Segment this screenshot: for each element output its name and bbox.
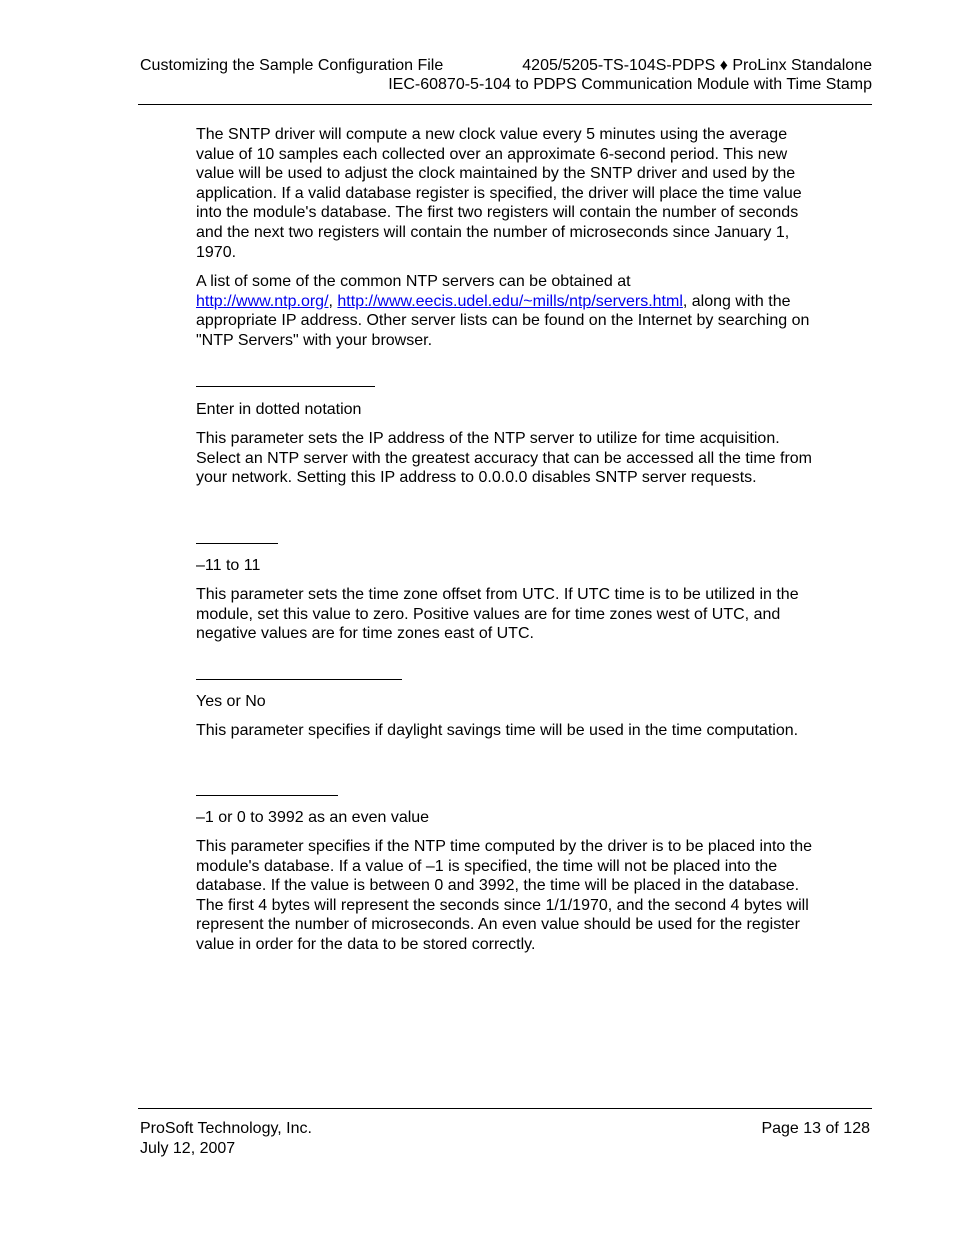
udel-servers-link[interactable]: http://www.eecis.udel.edu/~mills/ntp/servers.html <box>337 292 683 310</box>
param-heading-rule <box>196 386 375 387</box>
param-description: This parameter specifies if daylight savings time will be used in the time computation. <box>196 722 799 739</box>
footer-date: July 12, 2007 <box>140 1139 236 1157</box>
param-description: This parameter sets the time zone offset from UTC. If UTC time is to be utilized in the module, set this value to zero. Positive values are for time zones west of UTC, and negative values are for time zones east of UTC. <box>196 586 799 643</box>
param-range: –1 or 0 to 3992 as an even value <box>196 809 430 826</box>
page-header <box>138 56 872 94</box>
param-heading-rule <box>196 679 402 680</box>
header-line-2 <box>138 75 872 94</box>
header-product-line-2: IEC-60870-5-104 to PDPS Communication Module with Time Stamp <box>388 76 872 93</box>
header-divider <box>138 104 872 105</box>
param-description: This parameter specifies if the NTP time computed by the driver is to be placed into the module's database. If a value of –1 is specified, the time will not be placed into the database. If the value is between 0 and 3992, the time will be placed in the database. The first 4 bytes will represent the seconds since 1/1/1970, and the second 4 bytes will represent the number of microseconds. An even value should be used for the register value in order for the data to be stored correctly. <box>196 838 812 953</box>
page-number: Page 13 of 128 <box>761 1120 870 1137</box>
page-footer <box>140 1119 870 1158</box>
header-product-line-1: 4205/5205-TS-104S-PDPS ♦ ProLinx Standalone <box>522 57 872 74</box>
param-heading-rule <box>196 795 338 796</box>
ntp-servers-text-continued: , along with the appropriate IP address. Other server lists can be found on the Internet by searching on "NTP Servers" with your browser. <box>196 292 810 349</box>
ntp-org-link[interactable]: http://www.ntp.org/ <box>196 292 329 310</box>
footer-divider <box>138 1108 872 1109</box>
param-description: This parameter sets the IP address of the NTP server to utilize for time acquisition. Select an NTP server with the greatest accuracy that can be accessed all the time from your network. Setting this IP address to 0.0.0.0 disables SNTP server requests. <box>196 430 812 487</box>
param-range: Enter in dotted notation <box>196 401 362 418</box>
header-section-title: Customizing the Sample Configuration File <box>140 57 444 74</box>
param-range: –11 to 11 <box>196 557 261 574</box>
header-line-1 <box>138 56 872 75</box>
intro-paragraph: The SNTP driver will compute a new clock value every 5 minutes using the average value of 10 samples each collected over an approximate 6-second period. This new value will be used to adjust the clock maintained by the SNTP driver and used by the application. If a valid database register is specified, the driver will place the time value into the module's database. The first two registers will contain the number of seconds and the next two registers will contain the number of microseconds since January 1, 1970. <box>196 126 802 261</box>
ntp-servers-paragraph <box>196 272 818 350</box>
footer-company: ProSoft Technology, Inc. <box>140 1120 312 1137</box>
param-range: Yes or No <box>196 693 266 710</box>
link-separator: , <box>328 292 338 310</box>
ntp-servers-text: A list of some of the common NTP servers can be obtained at <box>196 273 631 290</box>
param-heading-rule <box>196 543 278 544</box>
